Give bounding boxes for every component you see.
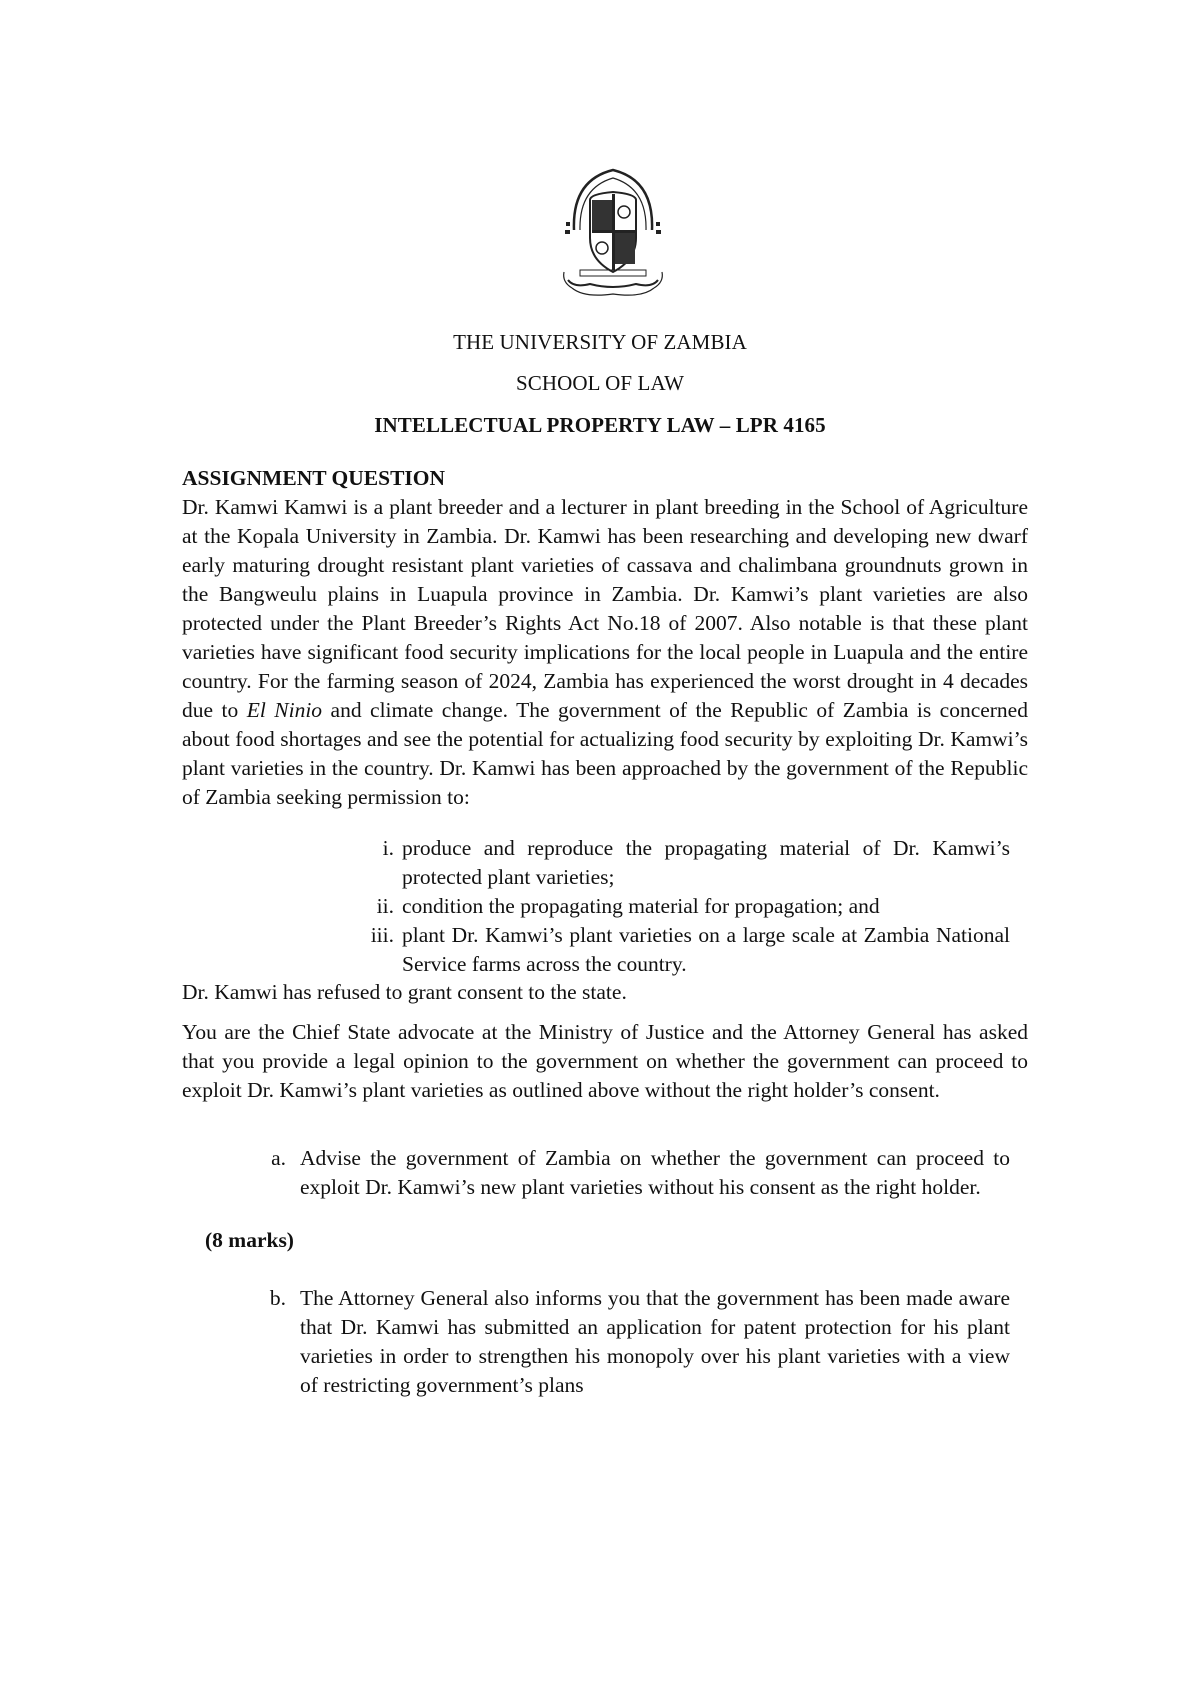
- item-text: plant Dr. Kamwi’s plant varieties on a large scale at Zambia National Service farms across the country.: [402, 923, 1010, 976]
- item-number: a.: [271, 1146, 286, 1170]
- university-title: THE UNIVERSITY OF ZAMBIA: [453, 330, 747, 354]
- refusal-text: [182, 978, 1028, 1007]
- list-item: [180, 1144, 1010, 1202]
- item-number: i.: [382, 836, 394, 860]
- list-item: [180, 834, 1010, 892]
- item-text: Advise the government of Zambia on whether the government can proceed to exploit Dr. Kamwi’s new plant varieties without his consent as the right holder.: [300, 1146, 1010, 1199]
- item-text: The Attorney General also informs you that the government has been made aware that Dr. Kamwi has submitted an application for patent protection for his plant varieties in order to strengthen his monopoly over his plant varieties with a view of restricting government’s plans: [300, 1286, 1010, 1397]
- list-item: [180, 921, 1010, 979]
- intro-italic: El Ninio: [246, 698, 323, 722]
- refusal-paragraph: Dr. Kamwi has refused to grant consent to the state.: [182, 980, 627, 1004]
- intro-paragraph: [182, 493, 1028, 812]
- school-title: SCHOOL OF LAW: [515, 371, 684, 395]
- list-item: [180, 1284, 1010, 1400]
- assignment-heading: ASSIGNMENT QUESTION: [182, 466, 446, 490]
- item-text: produce and reproduce the propagating material of Dr. Kamwi’s protected plant varieties;: [402, 836, 1010, 889]
- marks-a: (8 marks): [205, 1228, 294, 1252]
- assignment-intro: [182, 464, 1028, 812]
- intro-part1: Dr. Kamwi Kamwi is a plant breeder and a lecturer in plant breeding in the School of Agriculture at the Kopala University in Zambia. Dr. Kamwi has been researching and developing new dwarf early maturing drought resistant plant varieties of cassava and chalimbana groundnuts grown in the Bangweulu plains in Luapula province in Zambia. Dr. Kamwi’s plant varieties are also protected under the Plant Breeder’s Rights Act No.18 of 2007. Also notable is that these plant varieties have significant food security implications for the local people in Luapula and the entire country. For the farming season of 2024, Zambia has experienced the worst drought in 4 decades due to: [182, 495, 1028, 722]
- role-text: [182, 1018, 1028, 1105]
- question-a: [180, 1144, 1030, 1202]
- role-paragraph: You are the Chief State advocate at the Ministry of Justice and the Attorney General has asked that you provide a legal opinion to the government on whether the government can proceed to exploit Dr. Kamwi’s plant varieties as outlined above without the right holder’s consent.: [182, 1020, 1028, 1102]
- item-number: ii.: [376, 894, 394, 918]
- university-crest-logo: [560, 160, 666, 310]
- item-text: condition the propagating material for propagation; and: [402, 894, 880, 918]
- permissions-list: [180, 834, 1030, 979]
- course-title: INTELLECTUAL PROPERTY LAW – LPR 4165: [374, 413, 826, 437]
- question-b: [180, 1284, 1030, 1400]
- item-number: iii.: [370, 923, 394, 947]
- intro-part2: and climate change. The government of the Republic of Zambia is concerned about food shortages and see the potential for actualizing food security by exploiting Dr. Kamwi’s plant varieties in the country. Dr. Kamwi has been approached by the government of the Republic of Zambia seeking permission to:: [182, 698, 1028, 809]
- item-number: b.: [269, 1286, 286, 1310]
- list-item: [180, 892, 1010, 921]
